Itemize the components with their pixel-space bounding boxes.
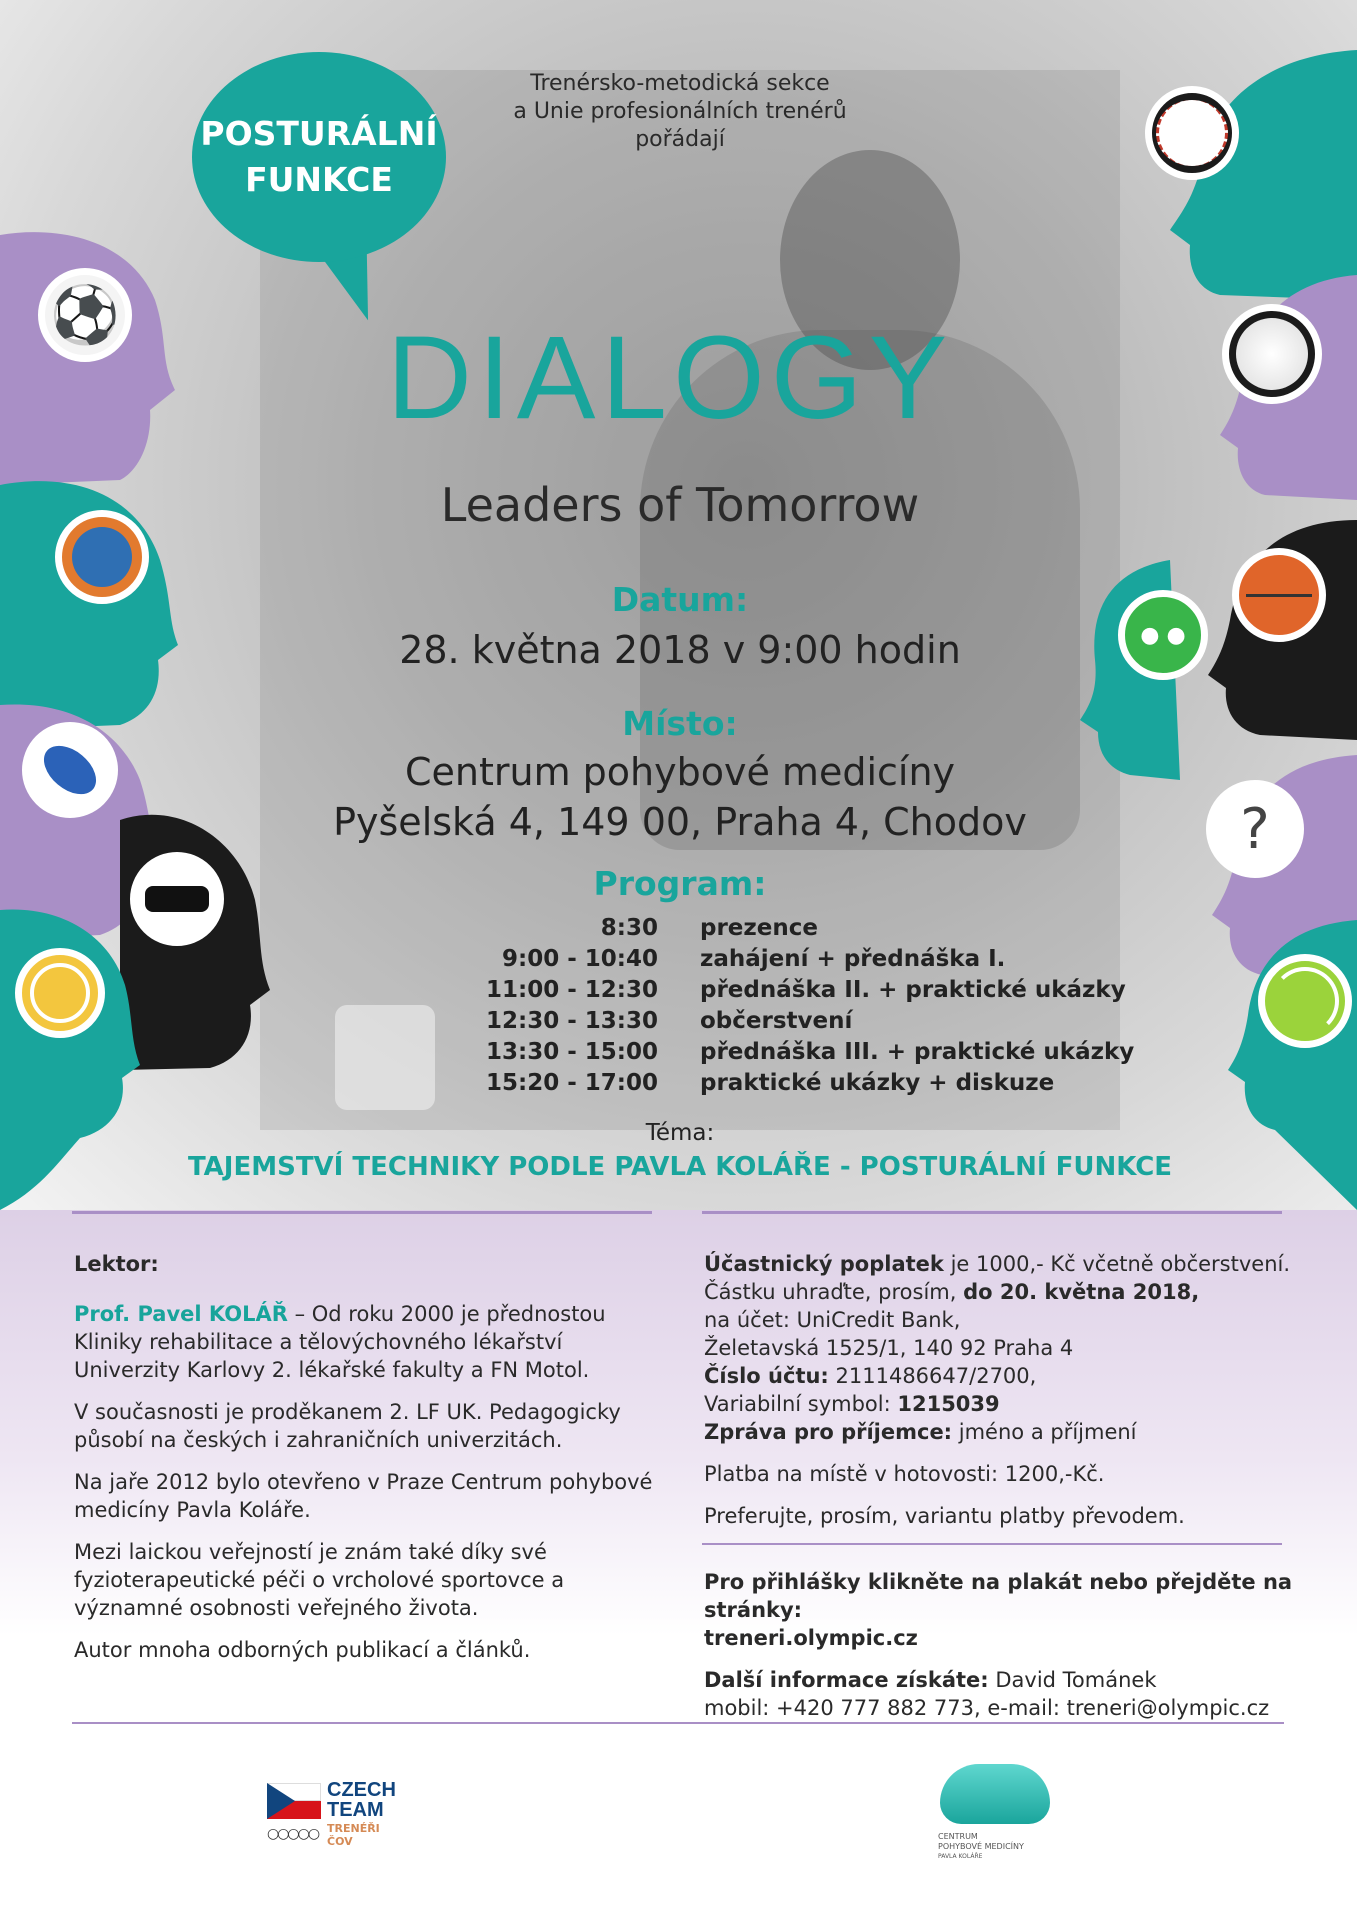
logo-text: TRENÉŘI (327, 1822, 380, 1835)
prefer-line: Preferujte, prosím, variantu platby převodem. (704, 1504, 1185, 1528)
volleyball-icon (15, 948, 105, 1038)
pay-line (704, 1278, 1294, 1306)
basketball-icon (1232, 548, 1326, 642)
contact-section (704, 1568, 1304, 1722)
organizer-line: a Unie profesionálních trenérů (513, 99, 847, 124)
lecturer-bio-text: – Od roku 2000 je přednostou Kliniky rehabilitace a tělovýchovného lékařství Univerzity Karlovy 2. lékařské fakulty a FN Motol. (74, 1302, 606, 1382)
lecturer-section (74, 1250, 654, 1678)
czech-team-wordmark (327, 1780, 396, 1820)
program-time: 8:30 (600, 915, 658, 941)
olympic-rings-icon: ○○○○○ (267, 1826, 319, 1842)
event-title: DIALOGY (386, 312, 954, 444)
bank-line-1: na účet: UniCredit Bank, (704, 1308, 961, 1332)
fee-label: Účastnický poplatek (704, 1252, 944, 1276)
program-time: 12:30 - 13:30 (486, 1008, 658, 1034)
logo-text: TEAM (327, 1799, 384, 1821)
centrum-logo[interactable] (930, 1758, 1070, 1878)
fee-line (704, 1250, 1294, 1278)
lecturer-bio-3: Na jaře 2012 bylo otevřeno v Praze Centrum pohybové medicíny Pavla Koláře. (74, 1470, 653, 1522)
czech-flag-icon (267, 1783, 321, 1819)
place-line-2: Pyšelská 4, 149 00, Praha 4, Chodov (333, 800, 1027, 844)
lecturer-heading: Lektor: (74, 1252, 159, 1276)
divider (72, 1211, 652, 1214)
signup-text: Pro přihlášky klikněte na plakát nebo přejděte na stránky: (704, 1570, 1293, 1622)
bubble-line-2: FUNKCE (245, 160, 393, 199)
soccer-ball-icon: ⚽ (38, 268, 132, 362)
brain-icon (940, 1764, 1050, 1824)
fee-text: je 1000,- Kč včetně občerstvení. (943, 1252, 1291, 1276)
bank-line-2: Želetavská 1525/1, 140 92 Praha 4 (704, 1336, 1074, 1360)
baseball-icon (1145, 86, 1239, 180)
organizer-line: pořádají (635, 127, 725, 152)
pay-text: Částku uhraďte, prosím, (704, 1280, 964, 1304)
signup-link[interactable]: treneri.olympic.cz (704, 1626, 918, 1650)
date-value: 28. května 2018 v 9:00 hodin (399, 628, 961, 672)
msg-line (704, 1418, 1294, 1446)
logo-text: ČOV (327, 1835, 353, 1848)
place-line-1: Centrum pohybové medicíny (404, 750, 956, 794)
program-desc: praktické ukázky + diskuze (700, 1070, 1055, 1096)
program-time: 9:00 - 10:40 (502, 946, 658, 972)
lecturer-bio-2: V současnosti je proděkanem 2. LF UK. Pedagogicky působí na českých i zahraničních univerzitách. (74, 1400, 621, 1452)
account-line (704, 1362, 1294, 1390)
golf-ball-icon (1222, 304, 1322, 404)
lecturer-bio-1 (74, 1300, 654, 1384)
program-time: 11:00 - 12:30 (486, 977, 658, 1003)
divider (702, 1543, 1282, 1545)
program-time: 15:20 - 17:00 (486, 1070, 658, 1096)
floorball-icon: ● ● (1118, 590, 1208, 680)
organizer-line: Trenérsko-metodická sekce (530, 71, 830, 96)
czech-team-logo[interactable] (265, 1780, 425, 1860)
organizer-text (470, 70, 890, 154)
info-name: David Tománek (988, 1668, 1157, 1692)
lecturer-bio-4: Mezi laickou veřejností je znám také díky své fyzioterapeutické péči o vrcholové sportovce a významné osobnosti veřejného života. (74, 1540, 565, 1620)
logo-text: PAVLA KOLÁŘE (938, 1853, 983, 1860)
lecturer-bio-5: Autor mnoha odborných publikací a článků. (74, 1638, 531, 1662)
program-label: Program: (593, 864, 767, 903)
czech-team-subtitle (327, 1822, 380, 1848)
vs-label: Variabilní symbol: (704, 1392, 898, 1416)
info-contact: mobil: +420 777 882 773, e-mail: treneri@olympic.cz (704, 1696, 1270, 1720)
lecturer-name: Prof. Pavel KOLÁŘ (74, 1302, 288, 1326)
msg-label: Zpráva pro příjemce: (704, 1420, 953, 1444)
program-time: 13:30 - 15:00 (486, 1039, 658, 1065)
logo-text: POHYBOVÉ MEDICÍNY (938, 1842, 1024, 1851)
account-label: Číslo účtu: (704, 1364, 829, 1388)
handball-icon (55, 510, 149, 604)
tennis-ball-icon (1258, 954, 1352, 1048)
centrum-wordmark (938, 1832, 1078, 1862)
msg-value: jméno a příjmení (952, 1420, 1137, 1444)
hockey-puck-icon (130, 852, 224, 946)
vs-line (704, 1390, 1294, 1418)
pay-deadline: do 20. května 2018, (963, 1280, 1200, 1304)
program-desc: přednáška II. + praktické ukázky (700, 977, 1126, 1003)
cash-line: Platba na místě v hotovosti: 1200,-Kč. (704, 1462, 1105, 1486)
date-label: Datum: (611, 580, 749, 619)
info-label: Další informace získáte: (704, 1668, 989, 1692)
program-desc: zahájení + přednáška I. (700, 946, 1006, 972)
logo-text: CENTRUM (938, 1832, 978, 1841)
speech-bubble (192, 52, 446, 262)
question-mark-icon: ? (1206, 780, 1304, 878)
theme-title: TAJEMSTVÍ TECHNIKY PODLE PAVLA KOLÁŘE - POSTURÁLNÍ FUNKCE (187, 1152, 1173, 1182)
theme-label: Téma: (645, 1120, 715, 1146)
program-desc: prezence (700, 915, 818, 941)
program-desc: občerstvení (700, 1008, 853, 1034)
rugby-ball-icon (22, 722, 118, 818)
photo-cup (335, 1005, 435, 1110)
divider (702, 1211, 1282, 1214)
info-line (704, 1666, 1304, 1694)
place-label: Místo: (622, 704, 738, 743)
program-desc: přednáška III. + praktické ukázky (700, 1039, 1135, 1065)
bubble-line-1: POSTURÁLNÍ (200, 114, 438, 153)
event-subtitle: Leaders of Tomorrow (440, 478, 920, 532)
vs-value: 1215039 (897, 1392, 1000, 1416)
account-value: 2111486647/2700, (828, 1364, 1037, 1388)
payment-section (704, 1250, 1294, 1544)
divider (72, 1722, 1284, 1724)
logo-text: CZECH (327, 1779, 396, 1801)
